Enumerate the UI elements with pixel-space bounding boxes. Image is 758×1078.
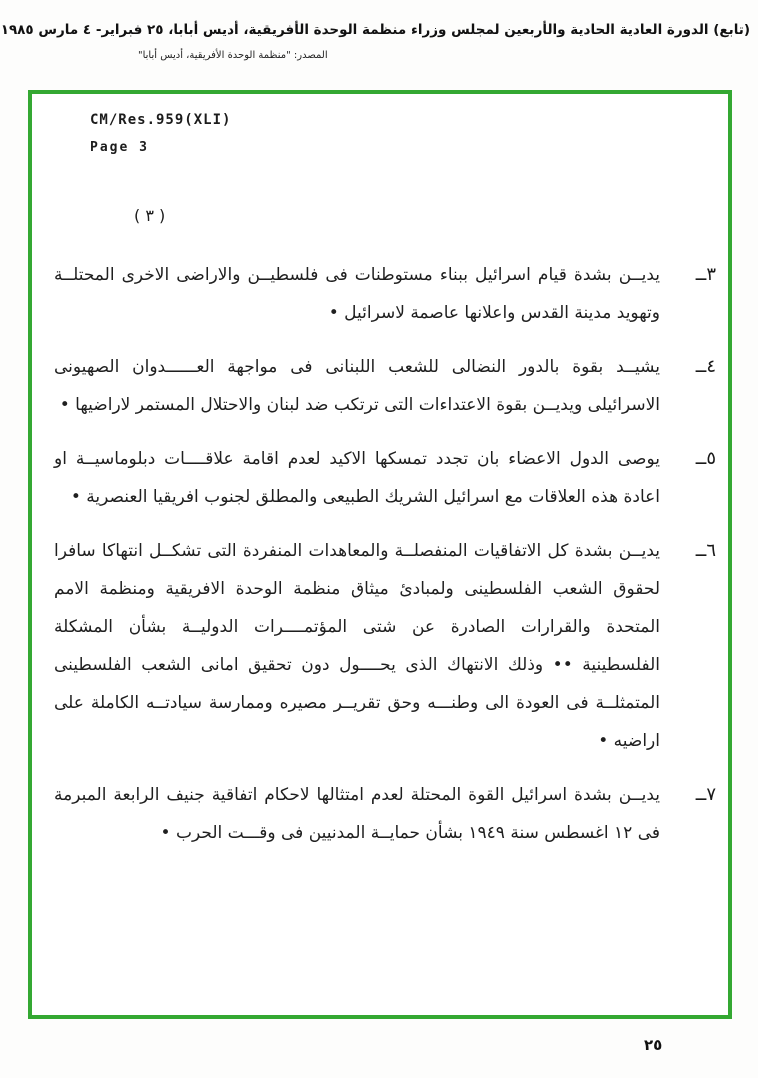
paragraph-5 [54, 440, 716, 516]
paragraph-text: يديــن بشدة كل الاتفاقيات المنفصلــة والمعاهدات المنفردة التى تشكــل انتهاكا سافرا لحقوق الشعب الفلسطينى ولمبادئ ميثاق منظمة الوحدة الافريقية ومنظمة الامم المتحدة والقرارات الصادرة عن شتى المؤتمــــرات الدوليــة بشأن المشكلة الفلسطينية •• وذلك الانتهاك الذى يحــــول دون تحقيق امانى الشعب الفلسطينى المتمثلــة فى العودة الى وطنـــه وحق تقريــر مصيره وممارسة سيادتــه الكاملة على اراضيه • [54, 541, 660, 751]
paragraph-text: يوصى الدول الاعضاء بان تجدد تمسكها الاكيد لعدم اقامة علاقــــات دبلوماسيــة او اعادة هذه العلاقات مع اسرائيل الشريك الطبيعى والمطلق لجنوب افريقيا العنصرية • [54, 449, 660, 507]
doc-page-label: Page 3 [90, 140, 149, 155]
paragraph-4 [54, 348, 716, 424]
paragraph-text: يشيــد بقوة بالدور النضالى للشعب اللبنانى فى مواجهة العــــــدوان الصهيونى الاسرائيلى ويديــن بقوة الاعتداءات التى ترتكب ضد لبنان والاحتلال المستمر لاراضيها • [54, 357, 660, 415]
paragraph-3 [54, 256, 716, 332]
report-header: (تابع) الدورة العادية الحادية والأربعين لمجلس وزراء منظمة الوحدة الأفريقية، أديس أبابا، ٢٥ فبراير- ٤ مارس ١٩٨٥ [0, 22, 750, 38]
scan-border-box [28, 90, 732, 1019]
paragraph-number: ٥ــ [695, 448, 716, 469]
paragraph-number: ٧ــ [695, 784, 716, 805]
doc-reference: CM/Res.959(XLI) [90, 112, 232, 128]
paragraph-7 [54, 776, 716, 852]
paragraph-text: يديــن بشدة قيام اسرائيل ببناء مستوطنات فى فلسطيــن والاراضى الاخرى المحتلــة وتهويد مدينة القدس واعلانها عاصمة لاسرائيل • [54, 265, 660, 323]
source-line: المصدر: "منظمة الوحدة الأفريقية، أديس أبابا" [138, 50, 328, 61]
paragraph-text: يديــن بشدة اسرائيل القوة المحتلة لعدم امتثالها لاحكام اتفاقية جنيف الرابعة المبرمة فى ١٢ اغسطس سنة ١٩٤٩ بشأن حمايــة المدنيين فى وقـــت الحرب • [54, 785, 660, 843]
page-number: ٢٥ [644, 1036, 663, 1054]
section-number: ( ٣ ) [134, 206, 166, 225]
paragraph-number: ٣ــ [695, 264, 716, 285]
paragraph-number: ٦ــ [695, 540, 716, 561]
resolution-paragraphs [54, 256, 716, 868]
paragraph-number: ٤ــ [695, 356, 716, 377]
paragraph-6 [54, 532, 716, 760]
